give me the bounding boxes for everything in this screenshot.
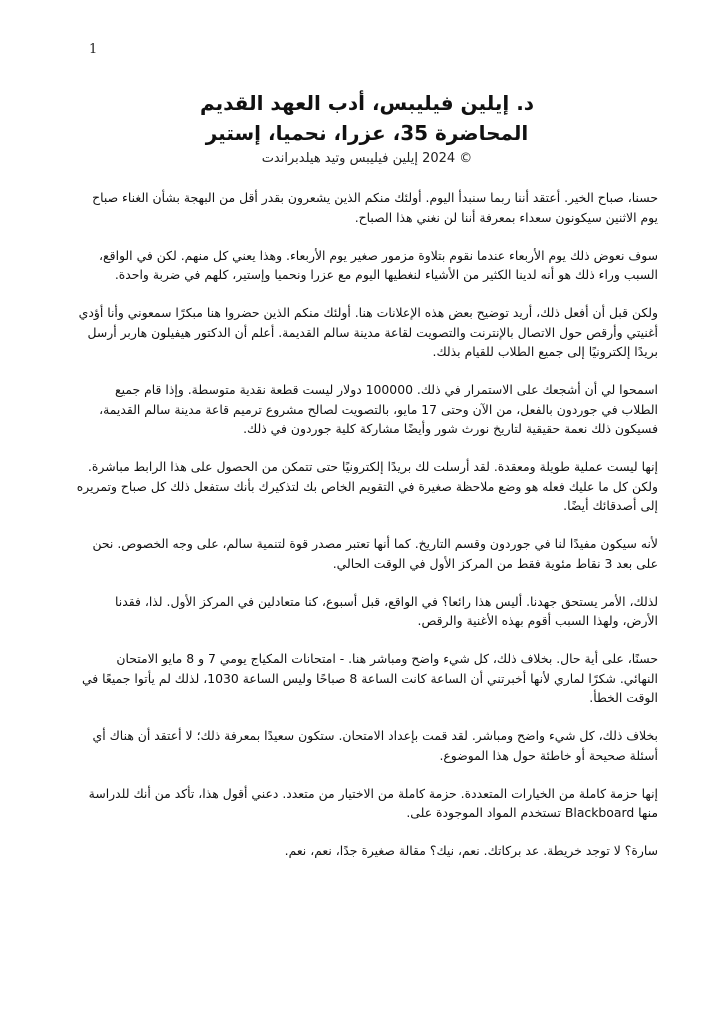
paragraph: إنها حزمة كاملة من الخيارات المتعددة. حزمة كاملة من الاختيار من متعدد. دعني أقول هذا، تأكد من أنك للدراسة منها Blackboard تستخدم المواد الموجودة على. [88, 785, 658, 820]
copyright-line: © 2024 إيلين فيليبس وتيد هيلدبراندت [261, 151, 473, 166]
paragraph: لذلك، الأمر يستحق جهدنا. أليس هذا رائعا؟ في الواقع، قبل أسبوع، كنا متعادلين في المركز الأول. لذا، فقدنا الأرض، ولهذا السبب أقوم بهذه الأغنية والرقص. [115, 593, 658, 628]
lecture-subtitle: المحاضرة 35، عزرا، نحميا، إستير [205, 121, 529, 145]
paragraph: حسنًا، على أية حال. بخلاف ذلك، كل شيء واضح ومباشر هنا. - امتحانات المكياج يومي 7 و 8 مايو الامتحان النهائي. شكرًا لماري لأنها أخبرتني أن الساعة كانت الساعة 8 صباحًا وليس الساعة 1030، لذلك لم يأتوا جميعًا في الوقت الخطأ. [81, 651, 658, 705]
paragraph: ولكن قبل أن أفعل ذلك، أريد توضيح بعض هذه الإعلانات هنا. أولئك منكم الذين حضروا هنا مبكرًا سمعوني وأنا أؤدي أغنيتي وأرقص حول الاتصال بالإنترنت والتصويت لقاعة مدينة سالم القديمة. أعلم أن الدكتور هيفيلون هاربر أرسل بريدًا إلكترونيًا إلى جميع الطلاب للقيام بذلك. [78, 305, 658, 359]
paragraph: لأنه سيكون مفيدًا لنا في جوردون وقسم التاريخ. كما أنها تعتبر مصدر قوة لتنمية سالم، على وجه الخصوص. نحن على بعد 3 نقاط مئوية فقط من المركز الأول في الوقت الحالي. [92, 536, 658, 571]
document-title: د. إيلين فيليبس، أدب العهد القديم [199, 91, 535, 115]
paragraph: سارة؟ لا توجد خريطة. عد بركاتك. نعم، نيك؟ مقالة صغيرة جدًا، نعم، نعم. [284, 843, 658, 858]
document-body [76, 88, 658, 879]
title-block [76, 88, 658, 168]
paragraph: حسنا، صباح الخير. أعتقد أننا ربما سنبدأ اليوم. أولئك منكم الذين يشعرون بقدر أقل من البهجة بشأن الغناء صباح يوم الاثنين سيكونون سعداء بمعرفة أننا لن نغني هذا الصباح. [92, 190, 658, 225]
page-number: 1 [89, 42, 98, 57]
paragraph: بخلاف ذلك، كل شيء واضح ومباشر. لقد قمت بإعداد الامتحان. ستكون سعيدًا بمعرفة ذلك؛ لا أعتقد أن هناك أي أسئلة صحيحة أو خاطئة حول هذا الموضوع. [92, 728, 658, 763]
paragraph: اسمحوا لي أن أشجعك على الاستمرار في ذلك. 100000 دولار ليست قطعة نقدية متوسطة. وإذا قام جميع الطلاب في جوردون بالفعل، من الآن وحتى 17 مايو، بالتصويت لصالح مشروع ترميم قاعة مدينة سالم القديمة، فسيكون ذلك نعمة حقيقية لتاريخ نورث شور وأيضًا مشاركة كلية جوردون في ذلك. [99, 382, 658, 436]
paragraph: إنها ليست عملية طويلة ومعقدة. لقد أرسلت لك بريدًا إلكترونيًا حتى تتمكن من الحصول على هذا الرابط مباشرة. ولكن كل ما عليك فعله هو وضع ملاحظة صغيرة في التقويم الخاص بك لتذكيرك بأنك ستفعل ذلك كل صباح وتمريره إلى أصدقائك أيضًا. [76, 459, 658, 513]
paragraph: سوف نعوض ذلك يوم الأربعاء عندما نقوم بتلاوة مزمور صغير يوم الأربعاء. وهذا يعني كل منهم. لكن في الواقع، السبب وراء ذلك هو أنه لدينا الكثير من الأشياء لنغطيها اليوم مع عزرا ونحميا وإستير، كلهم في ضربة واحدة. [99, 247, 658, 282]
